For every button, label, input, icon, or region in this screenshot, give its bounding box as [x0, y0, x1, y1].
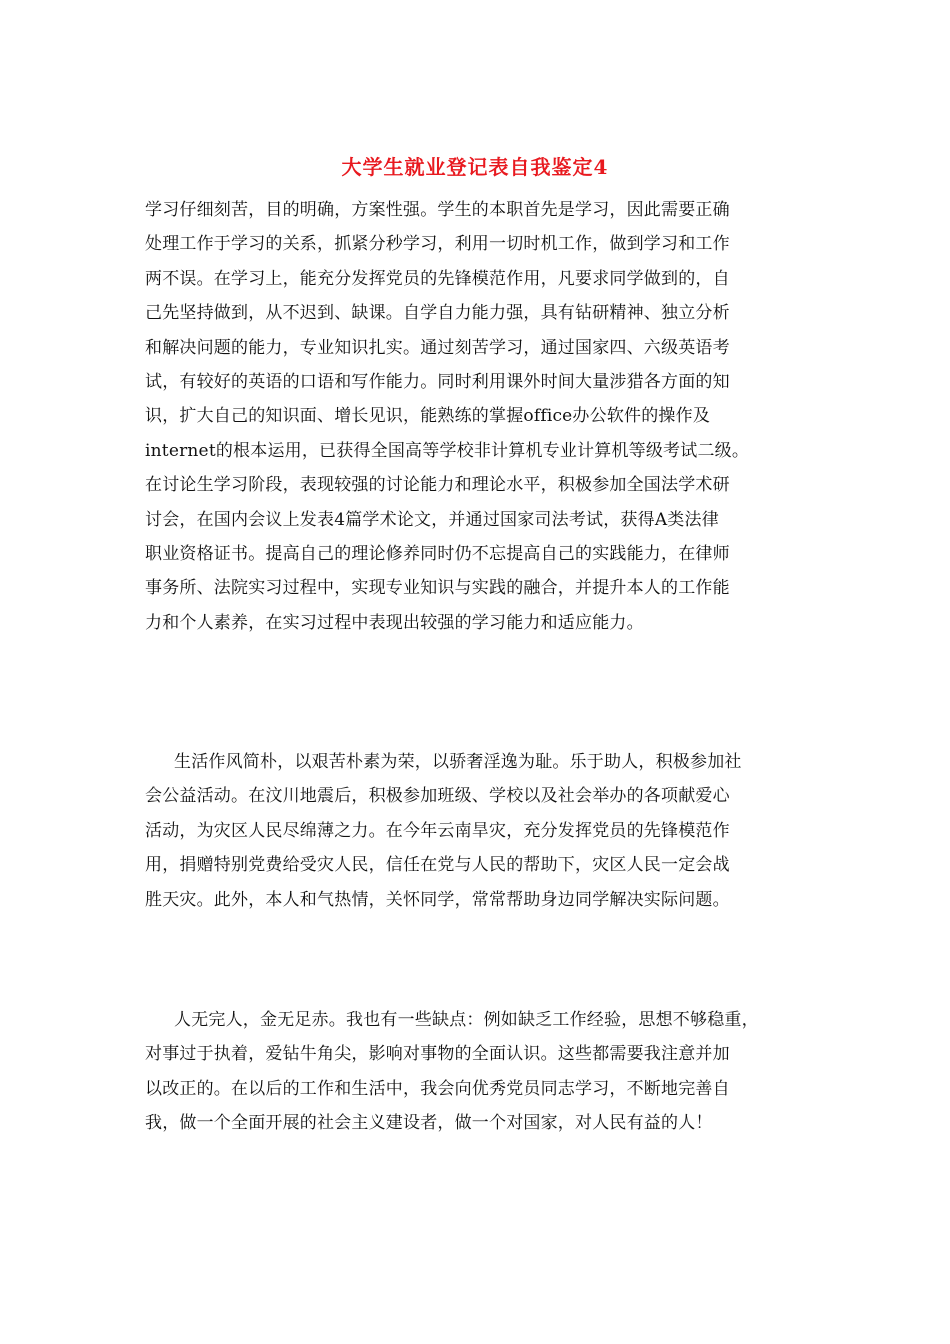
text-line: 在讨论生学习阶段，表现较强的讨论能力和理论水平，积极参加全国法学术研 — [145, 475, 730, 496]
text-line: 处理工作于学习的关系，抓紧分秒学习，利用一切时机工作，做到学习和工作 — [145, 234, 730, 255]
text-line: 事务所、法院实习过程中，实现专业知识与实践的融合，并提升本人的工作能 — [145, 578, 730, 599]
text-line: 力和个人素养，在实习过程中表现出较强的学习能力和适应能力。 — [145, 612, 644, 633]
paragraph-lifestyle — [145, 745, 825, 917]
text-line: 人无完人，金无足赤。我也有一些缺点：例如缺乏工作经验，思想不够稳重， — [174, 1010, 759, 1030]
text-line: 我，做一个全面开展的社会主义建设者，做一个对国家，对人民有益的人！ — [145, 1113, 713, 1134]
text-line: internet的根本运用，已获得全国高等学校非计算机专业计算机等级考试二级。 — [145, 440, 750, 461]
paragraph-study — [145, 193, 825, 640]
text-line: 会公益活动。在汶川地震后，积极参加班级、学校以及社会举办的各项献爱心 — [145, 786, 730, 807]
text-line: 学习仔细刻苦，目的明确，方案性强。学生的本职首先是学习，因此需要正确 — [145, 200, 730, 220]
text-line: 生活作风简朴，以艰苦朴素为荣，以骄奢淫逸为耻。乐于助人，积极参加社 — [174, 752, 742, 772]
text-line: 以改正的。在以后的工作和生活中，我会向优秀党员同志学习，不断地完善自 — [145, 1078, 730, 1099]
text-line: 和解决问题的能力，专业知识扎实。通过刻苦学习，通过国家四、六级英语考 — [145, 337, 730, 358]
text-line: 识，扩大自己的知识面、增长见识，能熟练的掌握office办公软件的操作及 — [145, 406, 711, 427]
document-title: 大学生就业登记表自我鉴定4 — [341, 155, 609, 179]
paragraph-shortcomings — [145, 1003, 825, 1141]
text-line: 两不误。在学习上，能充分发挥党员的先锋模范作用，凡要求同学做到的，自 — [145, 268, 730, 289]
text-line: 职业资格证书。提高自己的理论修养同时仍不忘提高自己的实践能力，在律师 — [145, 543, 730, 564]
text-line: 用，捐赠特别党费给受灾人民，信任在党与人民的帮助下，灾区人民一定会战 — [145, 855, 730, 876]
text-line: 胜天灾。此外，本人和气热情，关怀同学，常常帮助身边同学解决实际问题。 — [145, 889, 730, 910]
text-line: 对事过于执着，爱钻牛角尖，影响对事物的全面认识。这些都需要我注意并加 — [145, 1044, 730, 1065]
text-line: 活动，为灾区人民尽绵薄之力。在今年云南旱灾，充分发挥党员的先锋模范作 — [145, 820, 730, 841]
text-line: 试，有较好的英语的口语和写作能力。同时利用课外时间大量涉猎各方面的知 — [145, 371, 730, 392]
text-line: 己先坚持做到，从不迟到、缺课。自学自力能力强，具有钻研精神、独立分析 — [145, 303, 730, 324]
text-line: 讨会，在国内会议上发表4篇学术论文，并通过国家司法考试，获得A类法律 — [145, 509, 719, 530]
